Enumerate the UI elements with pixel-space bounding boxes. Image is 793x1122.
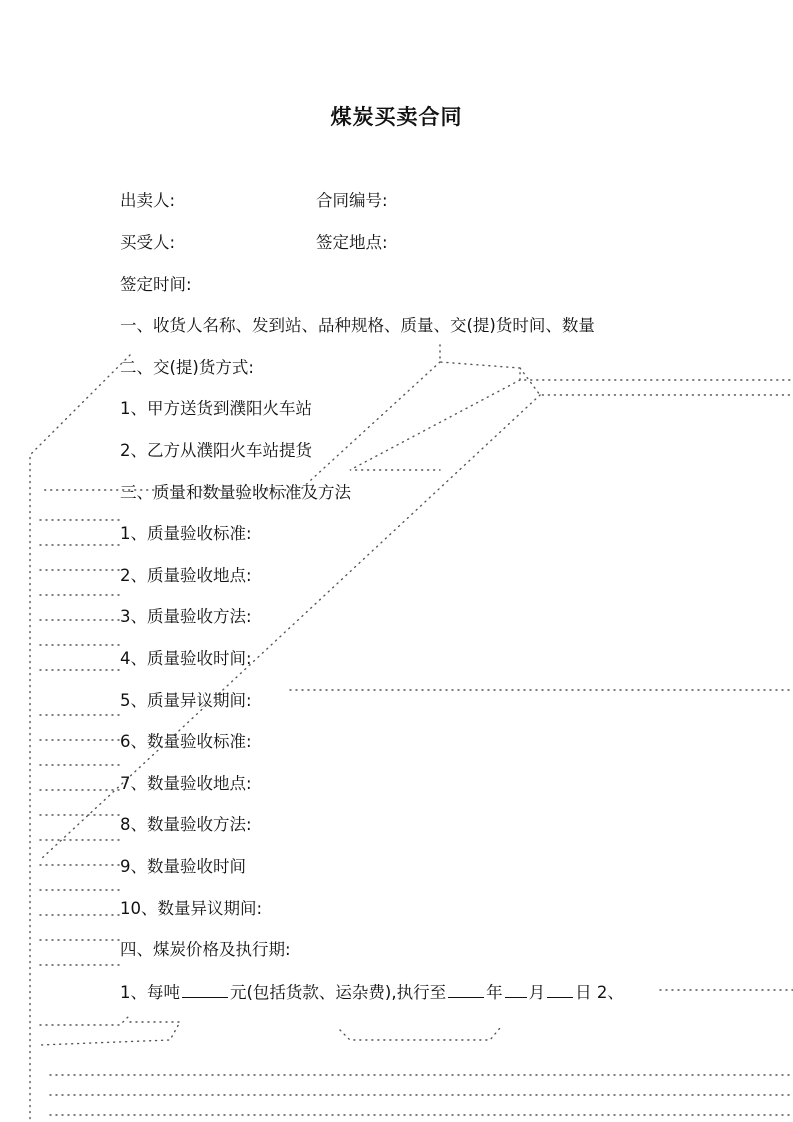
clause-line: 1、质量验收标准: <box>120 524 252 543</box>
price-line <box>120 979 624 1006</box>
contract-no-label: 合同编号: <box>316 191 388 210</box>
seller-label: 出卖人: <box>120 191 176 210</box>
year-blank <box>448 979 484 998</box>
clause-line: 7、数量验收地点: <box>120 774 252 793</box>
clause-line: 6、数量验收标准: <box>120 732 252 751</box>
clause-line: 8、数量验收方法: <box>120 815 252 834</box>
clause-line: 二、交(提)货方式: <box>120 358 254 377</box>
clause-line: 9、数量验收时间 <box>120 857 246 876</box>
document-title: 煤炭买卖合同 <box>330 105 463 129</box>
clause-line: 4、质量验收时间: <box>120 649 252 668</box>
clause-line: 三、质量和数量验收标准及方法 <box>120 483 351 502</box>
price-text-5: 日 2、 <box>575 983 624 1002</box>
price-text-2: 元(包括货款、运杂费),执行至 <box>230 983 447 1002</box>
clause-line: 2、质量验收地点: <box>120 566 252 585</box>
clause-line: 10、数量异议期间: <box>120 899 263 918</box>
sign-time-label: 签定时间: <box>120 275 192 294</box>
month-blank <box>505 979 527 998</box>
sign-place-label: 签定地点: <box>316 233 388 252</box>
price-text-1: 1、每吨 <box>120 983 180 1002</box>
clause-line: 2、乙方从濮阳火车站提货 <box>120 441 312 460</box>
clause-line: 3、质量验收方法: <box>120 607 252 626</box>
clause-line: 一、收货人名称、发到站、品种规格、质量、交(提)货时间、数量 <box>120 316 595 335</box>
price-text-3: 年 <box>486 983 503 1002</box>
buyer-label: 买受人: <box>120 233 176 252</box>
clause-line: 5、质量异议期间: <box>120 691 252 710</box>
price-blank <box>182 979 228 998</box>
clause-line: 1、甲方送货到濮阳火车站 <box>120 399 312 418</box>
price-text-4: 月 <box>528 983 546 1002</box>
day-blank <box>547 979 573 998</box>
clause-line: 四、煤炭价格及执行期: <box>120 940 291 959</box>
